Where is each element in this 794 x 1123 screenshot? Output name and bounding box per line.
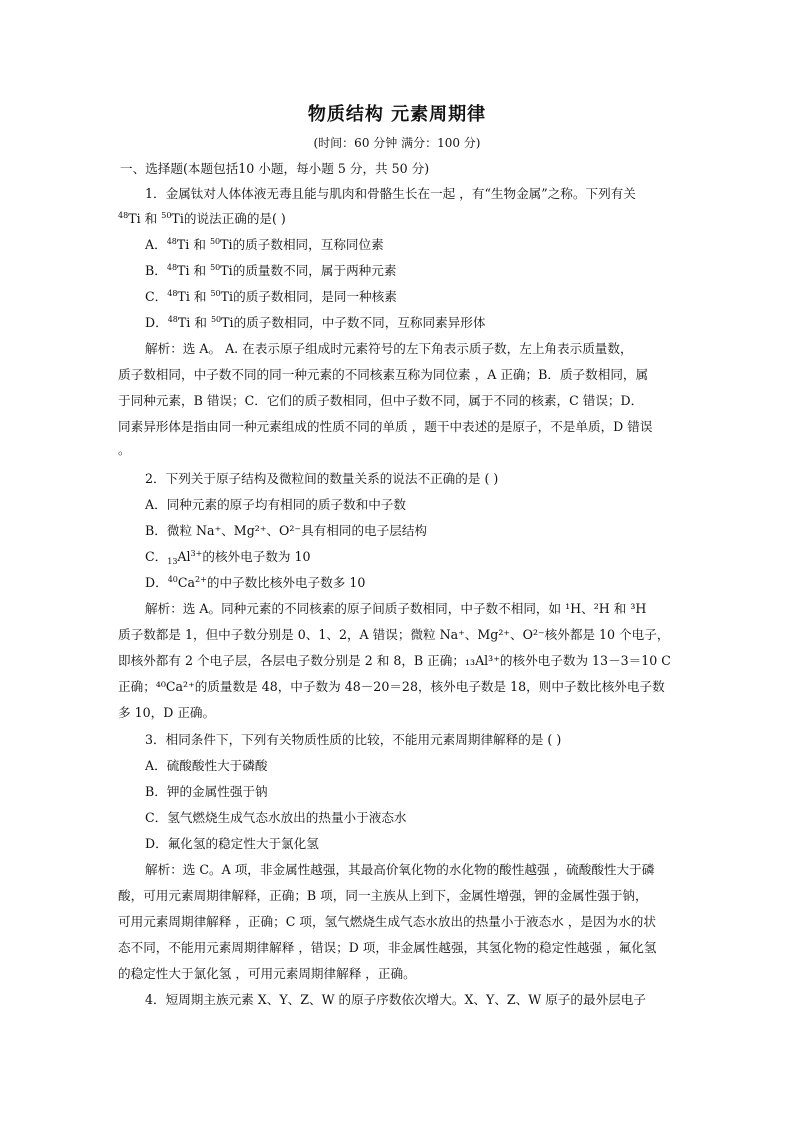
q3-answer-line1: 解析：选 C。A 项，非金属性越强，其最高价氧化物的水化物的酸性越强 ，硫酸酸性大于磷 <box>145 862 655 877</box>
q3-answer-line2: 酸，可用元素周期律解释，正确；B 项，同一主族从上到下，金属性增强，钾的金属性强于钠， <box>118 888 648 903</box>
page-title: 物质结构 元素周期律 <box>307 104 487 125</box>
q2-answer-line5: 多 10，D 正确。 <box>118 705 216 720</box>
q1-answer-line3: 于同种元素，B 错误；C．它们的质子数相同，但中子数不同，属于不同的核素，C 错误；D． <box>118 393 644 408</box>
q3-option-d: D．氟化氢的稳定性大于氯化氢 <box>145 836 319 851</box>
q2-answer-line3: 即核外都有 2 个电子层，各层电子数分别是 2 和 8，B 正确；₁₃Al³⁺的核外电子数为 13－3＝10 C <box>118 653 671 668</box>
q2-answer-line4: 正确；⁴⁰Ca²⁺的质量数是 48，中子数为 48－20＝28，核外电子数是 18，则中子数比核外电子数 <box>118 679 665 694</box>
q1-option-a: A．$^{48}$Ti 和 $^{50}$Ti的质子数相同，互称同位素 <box>145 237 384 252</box>
q3-option-c: C．氢气燃烧生成气态水放出的热量小于液态水 <box>145 810 407 825</box>
q1-answer-line5: 。 <box>118 442 131 457</box>
q3-answer-line3: 可用元素周期律解释 ，正确；C 项，氢气燃烧生成气态水放出的热量小于液态水 ，是因为水的状 <box>118 914 656 929</box>
q1-answer-line2: 质子数相同，中子数不同的同一种元素的不同核素互称为同位素 ，A 正确；B．质子数相同，属 <box>118 367 649 382</box>
q2-answer-line2: 质子数都是 1，但中子数分别是 0、1、2，A 错误；微粒 Na⁺、Mg²⁺、O²⁻核外都是 10 个电子， <box>118 627 670 642</box>
q1-option-b: B．$^{48}$Ti 和 $^{50}$Ti的质量数不同，属于两种元素 <box>145 263 397 278</box>
q2-answer-line1: 解析：选 A。同种元素的不同核素的原子间质子数相同，中子数不相同，如 ¹H、²H 和 ³H <box>145 601 647 616</box>
exam-info: (时间：60 分钟 满分：100 分) <box>313 136 481 150</box>
q1-stem-line2: $^{48}$Ti 和 $^{50}$Ti的说法正确的是( ) <box>118 211 286 226</box>
q3-answer-line4: 态不同，不能用元素周期律解释 ，错误；D 项，非金属性越强，其氢化物的稳定性越强 ，氟化氢 <box>118 940 657 955</box>
q1-answer-line1: 解析：选 A。 A. 在表示原子组成时元素符号的左下角表示质子数，左上角表示质量数， <box>145 341 633 356</box>
q1-option-d: D．$^{48}$Ti 和 $^{50}$Ti的质子数相同，中子数不同，互称同素异形体 <box>145 315 486 330</box>
q2-option-a: A．同种元素的原子均有相同的质子数和中子数 <box>145 497 406 512</box>
q2-option-b: B．微粒 Na⁺、Mg²⁺、O²⁻具有相同的电子层结构 <box>145 523 428 538</box>
q3-option-b: B．钾的金属性强于钠 <box>145 784 268 799</box>
q1-answer-line4: 同素异形体是指由同一种元素组成的性质不同的单质 ，题干中表述的是原子，不是单质，D 错误 <box>118 419 653 434</box>
q3-stem: 3．相同条件下，下列有关物质性质的比较，不能用元素周期律解释的是 ( ) <box>145 732 562 747</box>
q3-answer-line5: 的稳定性大于氯化氢 ，可用元素周期律解释 ，正确。 <box>118 966 416 981</box>
q2-option-c: C．$_{13}Al^{3+}$的核外电子数为 10 <box>145 549 311 566</box>
q1-stem-line1: 1．金属钛对人体体液无毒且能与肌肉和骨骼生长在一起 ，有“生物金属”之称。下列有关 <box>145 186 636 201</box>
q1-option-c: C．$^{48}$Ti 和 $^{50}$Ti的质子数相同，是同一种核素 <box>145 289 397 304</box>
q2-stem: 2．下列关于原子结构及微粒间的数量关系的说法不正确的是 ( ) <box>145 471 499 486</box>
q3-option-a: A．硫酸酸性大于磷酸 <box>145 758 268 773</box>
section-heading: 一、选择题(本题包括10 小题，每小题 5 分，共 50 分) <box>120 161 430 176</box>
q2-option-d: D．$^{40}Ca^{2+}$的中子数比核外电子数多 10 <box>145 575 366 590</box>
q4-stem: 4．短周期主族元素 X、Y、Z、W 的原子序数依次增大。X、Y、Z、W 原子的最外层电子 <box>145 992 646 1007</box>
